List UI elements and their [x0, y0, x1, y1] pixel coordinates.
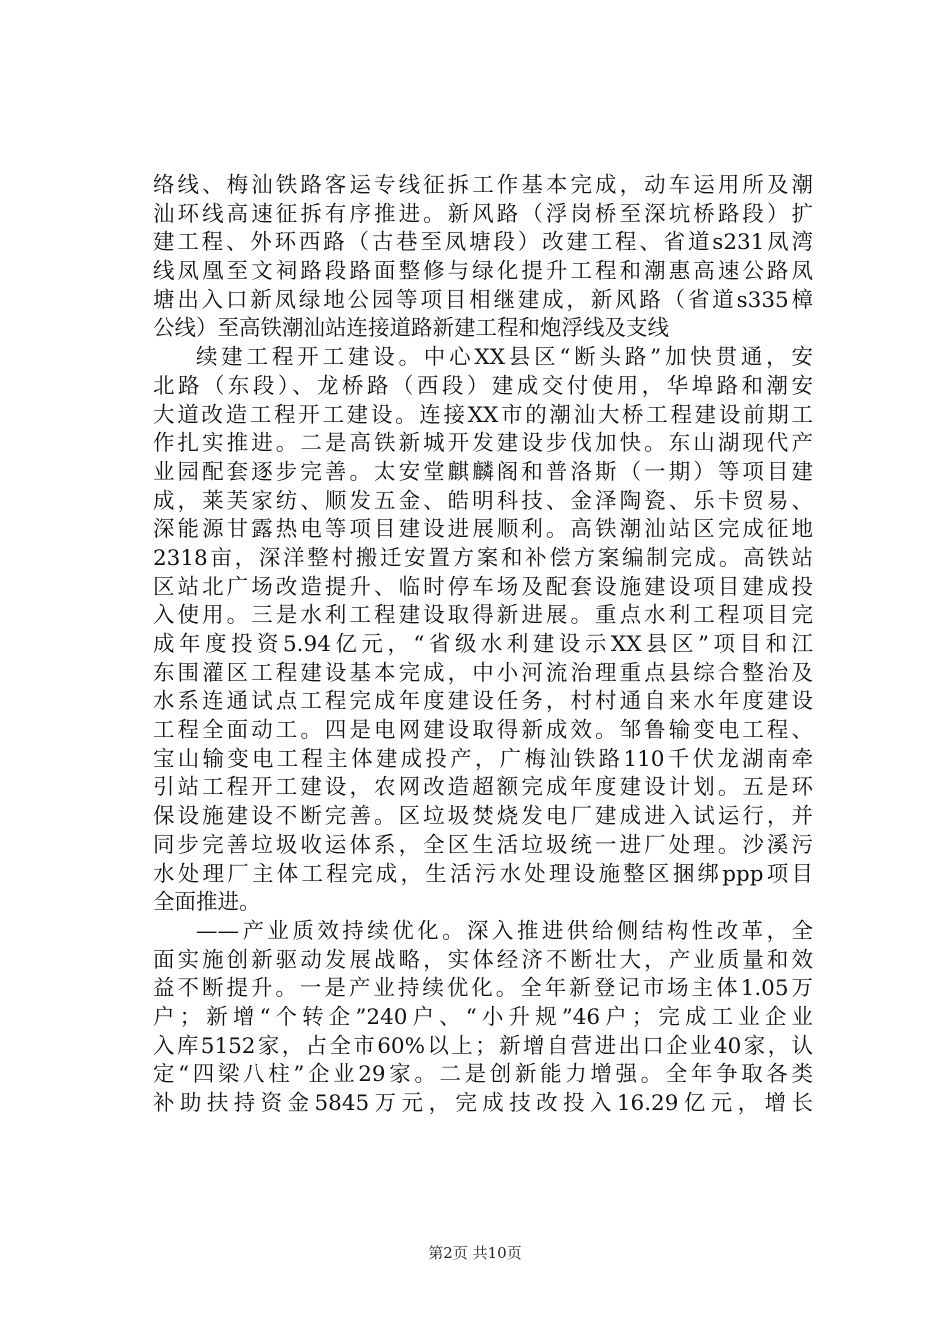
text-line: 2318亩，深洋整村搬迁安置方案和补偿方案编制完成。高铁站 [153, 545, 813, 571]
text-line: 大道改造工程开工建设。连接XX市的潮汕大桥工程建设前期工 [153, 402, 813, 428]
text-line: 塘出入口新凤绿地公园等项目相继建成，新风路（省道s335樟 [153, 287, 813, 313]
text-line: 线凤凰至文祠路段路面整修与绿化提升工程和潮惠高速公路凤 [153, 259, 813, 285]
text-line: 引站工程开工建设，农网改造超额完成年度建设计划。五是环 [153, 775, 813, 801]
text-line: 作扎实推进。二是高铁新城开发建设步伐加快。东山湖现代产 [153, 431, 813, 457]
text-line: 户；新增“个转企”240户、“小升规”46户；完成工业企业 [153, 1004, 813, 1030]
text-line: 宝山输变电工程主体建成投产，广梅汕铁路110千伏龙湖南牵 [153, 746, 813, 772]
text-line: 保设施建设不断完善。区垃圾焚烧发电厂建成进入试运行，并 [153, 804, 813, 830]
paragraph-start-line: 续建工程开工建设。中心XX县区“断头路”加快贯通，安 [196, 345, 813, 371]
text-line: 北路（东段）、龙桥路（西段）建成交付使用，华埠路和潮安 [153, 373, 813, 399]
text-line: 补助扶持资金5845万元，完成技改投入16.29亿元，增长 [153, 1091, 813, 1116]
text-line: 成年度投资5.94亿元，“省级水利建设示XX县区”项目和江 [153, 632, 813, 657]
text-line: 入库5152家，占全市60%以上；新增自营进出口企业40家，认 [153, 1033, 813, 1059]
text-line: 水处理厂主体工程完成，生活污水处理设施整区捆绑ppp项目 [153, 861, 813, 887]
text-line: 深能源甘露热电等项目建设进展顺利。高铁潮汕站区完成征地 [153, 517, 813, 543]
paragraph-start-line: ——产业质效持续优化。深入推进供给侧结构性改革，全 [196, 918, 813, 944]
text-line: 益不断提升。一是产业持续优化。全年新登记市场主体1.05万 [153, 976, 813, 1002]
document-body [153, 172, 813, 1119]
text-line: 汕环线高速征拆有序推进。新风路（浮岗桥至深坑桥路段）扩 [153, 201, 813, 227]
text-line: 水系连通试点工程完成年度建设任务，村村通自来水年度建设 [153, 689, 813, 715]
text-line: 区站北广场改造提升、临时停车场及配套设施建设项目建成投 [153, 574, 813, 600]
text-line: 成，莱芙家纺、顺发五金、皓明科技、金泽陶瓷、乐卡贸易、 [153, 488, 813, 514]
text-line: 络线、梅汕铁路客运专线征拆工作基本完成，动车运用所及潮 [153, 173, 813, 198]
text-line: 东围灌区工程建设基本完成，中小河流治理重点县综合整治及 [153, 660, 813, 686]
text-line: 建工程、外环西路（古巷至凤塘段）改建工程、省道s231凤湾 [153, 230, 813, 256]
text-line: 公线）至高铁潮汕站连接道路新建工程和炮浮线及支线 [153, 316, 670, 342]
text-line: 入使用。三是水利工程建设取得新进展。重点水利工程项目完 [153, 603, 813, 629]
page-footer: 第2页 共10页 [428, 1244, 522, 1262]
text-line: 工程全面动工。四是电网建设取得新成效。邹鲁输变电工程、 [153, 718, 813, 744]
text-line: 面实施创新驱动发展战略，实体经济不断壮大，产业质量和效 [153, 947, 813, 973]
text-line: 业园配套逐步完善。太安堂麒麟阁和普洛斯（一期）等项目建 [153, 459, 813, 485]
text-line: 同步完善垃圾收运体系，全区生活垃圾统一进厂处理。沙溪污 [153, 832, 813, 858]
text-line: 全面推进。 [153, 890, 261, 916]
text-line: 定“四梁八柱”企业29家。二是创新能力增强。全年争取各类 [153, 1062, 813, 1088]
